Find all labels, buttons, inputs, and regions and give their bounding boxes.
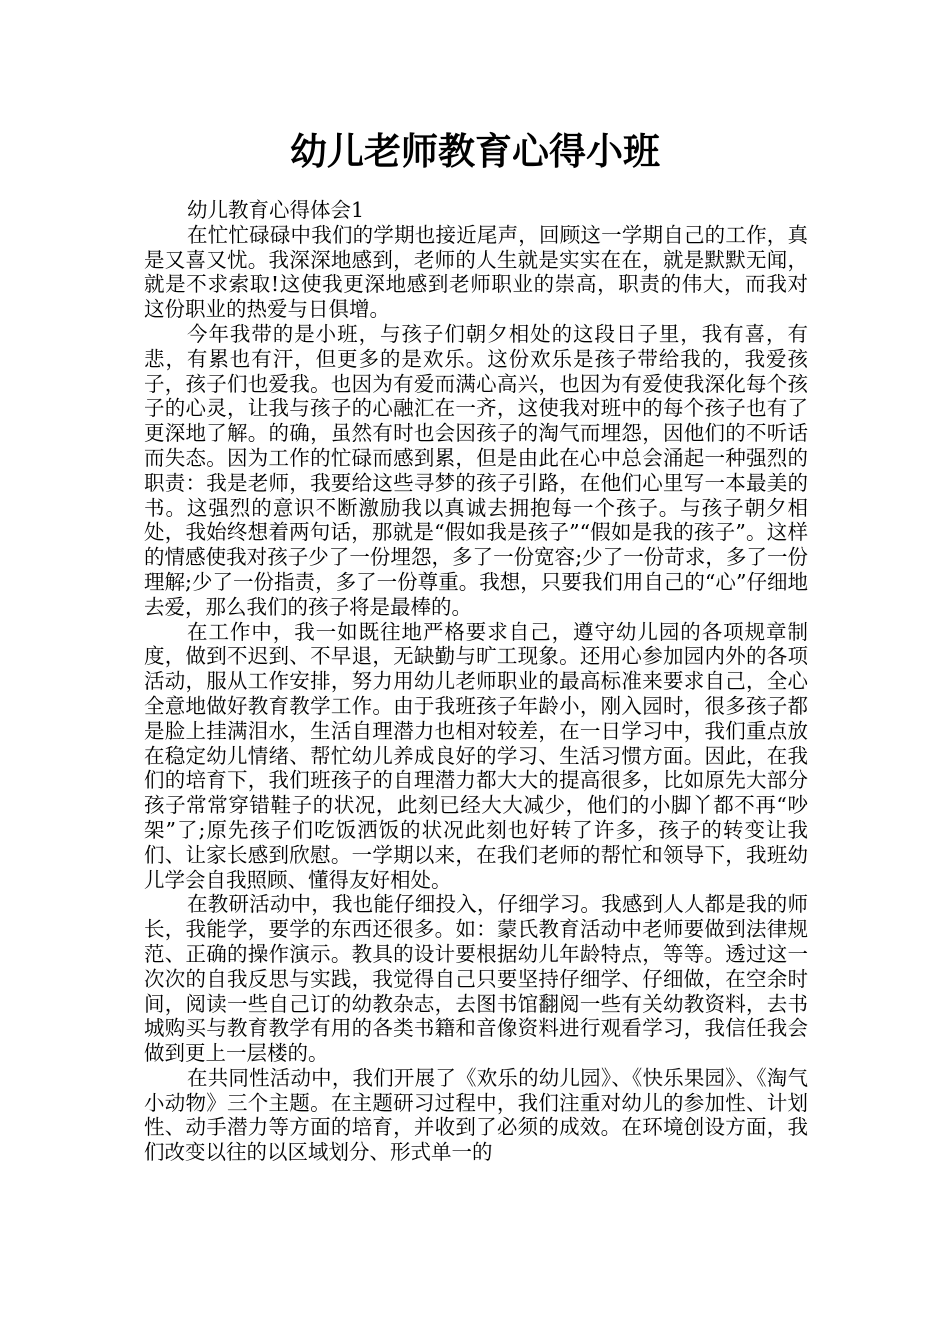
paragraph: 在教研活动中，我也能仔细投入，仔细学习。我感到人人都是我的师长，我能学，要学的东西还很多。如：蒙氏教育活动中老师要做到法律规范、正确的操作演示。教具的设计要根据幼儿年龄特点，等等。透过这一次次的自我反思与实践，我觉得自己只要坚持仔细学、仔细做，在空余时间，阅读一些自己订的幼教杂志，去图书馆翻阅一些有关幼教资料，去书城购买与教育教学有用的各类书籍和音像资料进行观看学习，我信任我会做到更上一层楼的。: [144, 892, 808, 1066]
paragraph: 在共同性活动中，我们开展了《欢乐的幼儿园》、《快乐果园》、《淘气小动物》三个主题。在主题研习过程中，我们注重对幼儿的参加性、计划性、动手潜力等方面的培育，并收到了必须的成效。在环境创设方面，我们改变以往的以区域划分、形式单一的: [144, 1065, 808, 1165]
section-heading: 幼儿教育心得体会1: [187, 198, 365, 222]
paragraph: 在忙忙碌碌中我们的学期也接近尾声，回顾这一学期自己的工作，真是又喜又忧。我深深地感到，老师的人生就是实实在在，就是默默无闻，就是不求索取!这使我更深地感到老师职业的崇高，职责的伟大，而我对这份职业的热爱与日俱增。: [144, 222, 808, 322]
document-title: 幼儿老师教育心得小班: [290, 129, 660, 173]
document-body: [144, 198, 808, 1165]
paragraph: 在工作中，我一如既往地严格要求自己，遵守幼儿园的各项规章制度，做到不迟到、不早退，无缺勤与旷工现象。还用心参加园内外的各项活动，服从工作安排，努力用幼儿老师职业的最高标准来要求自己，全心全意地做好教育教学工作。由于我班孩子年龄小，刚入园时，很多孩子都是脸上挂满泪水，生活自理潜力也相对较差，在一日学习中，我们重点放在稳定幼儿情绪、帮忙幼儿养成良好的学习、生活习惯方面。因此，在我们的培育下，我们班孩子的自理潜力都大大的提高很多，比如原先大部分孩子常常穿错鞋子的状况，此刻已经大大减少，他们的小脚丫都不再“吵架”了;原先孩子们吃饭洒饭的状况此刻也好转了许多，孩子的转变让我们、让家长感到欣慰。一学期以来，在我们老师的帮忙和领导下，我班幼儿学会自我照顾、懂得友好相处。: [144, 619, 808, 892]
paragraph: 今年我带的是小班，与孩子们朝夕相处的这段日子里，我有喜，有悲，有累也有汗，但更多的是欢乐。这份欢乐是孩子带给我的，我爱孩子，孩子们也爱我。也因为有爱而满心高兴，也因为有爱使我深化每个孩子的心灵，让我与孩子的心融汇在一齐，这使我对班中的每个孩子也有了更深地了解。的确，虽然有时也会因孩子的淘气而埋怨，因他们的不听话而失态。因为工作的忙碌而感到累，但是由此在心中总会涌起一种强烈的职责：我是老师，我要给这些寻梦的孩子引路，在他们心里写一本最美的书。这强烈的意识不断激励我以真诚去拥抱每一个孩子。与孩子朝夕相处，我始终想着两句话，那就是“假如我是孩子”“假如是我的孩子”。这样的情感使我对孩子少了一份埋怨，多了一份宽容;少了一份苛求，多了一份理解;少了一份指责，多了一份尊重。我想，只要我们用自己的“心”仔细地去爱，那么我们的孩子将是最棒的。: [144, 321, 808, 619]
